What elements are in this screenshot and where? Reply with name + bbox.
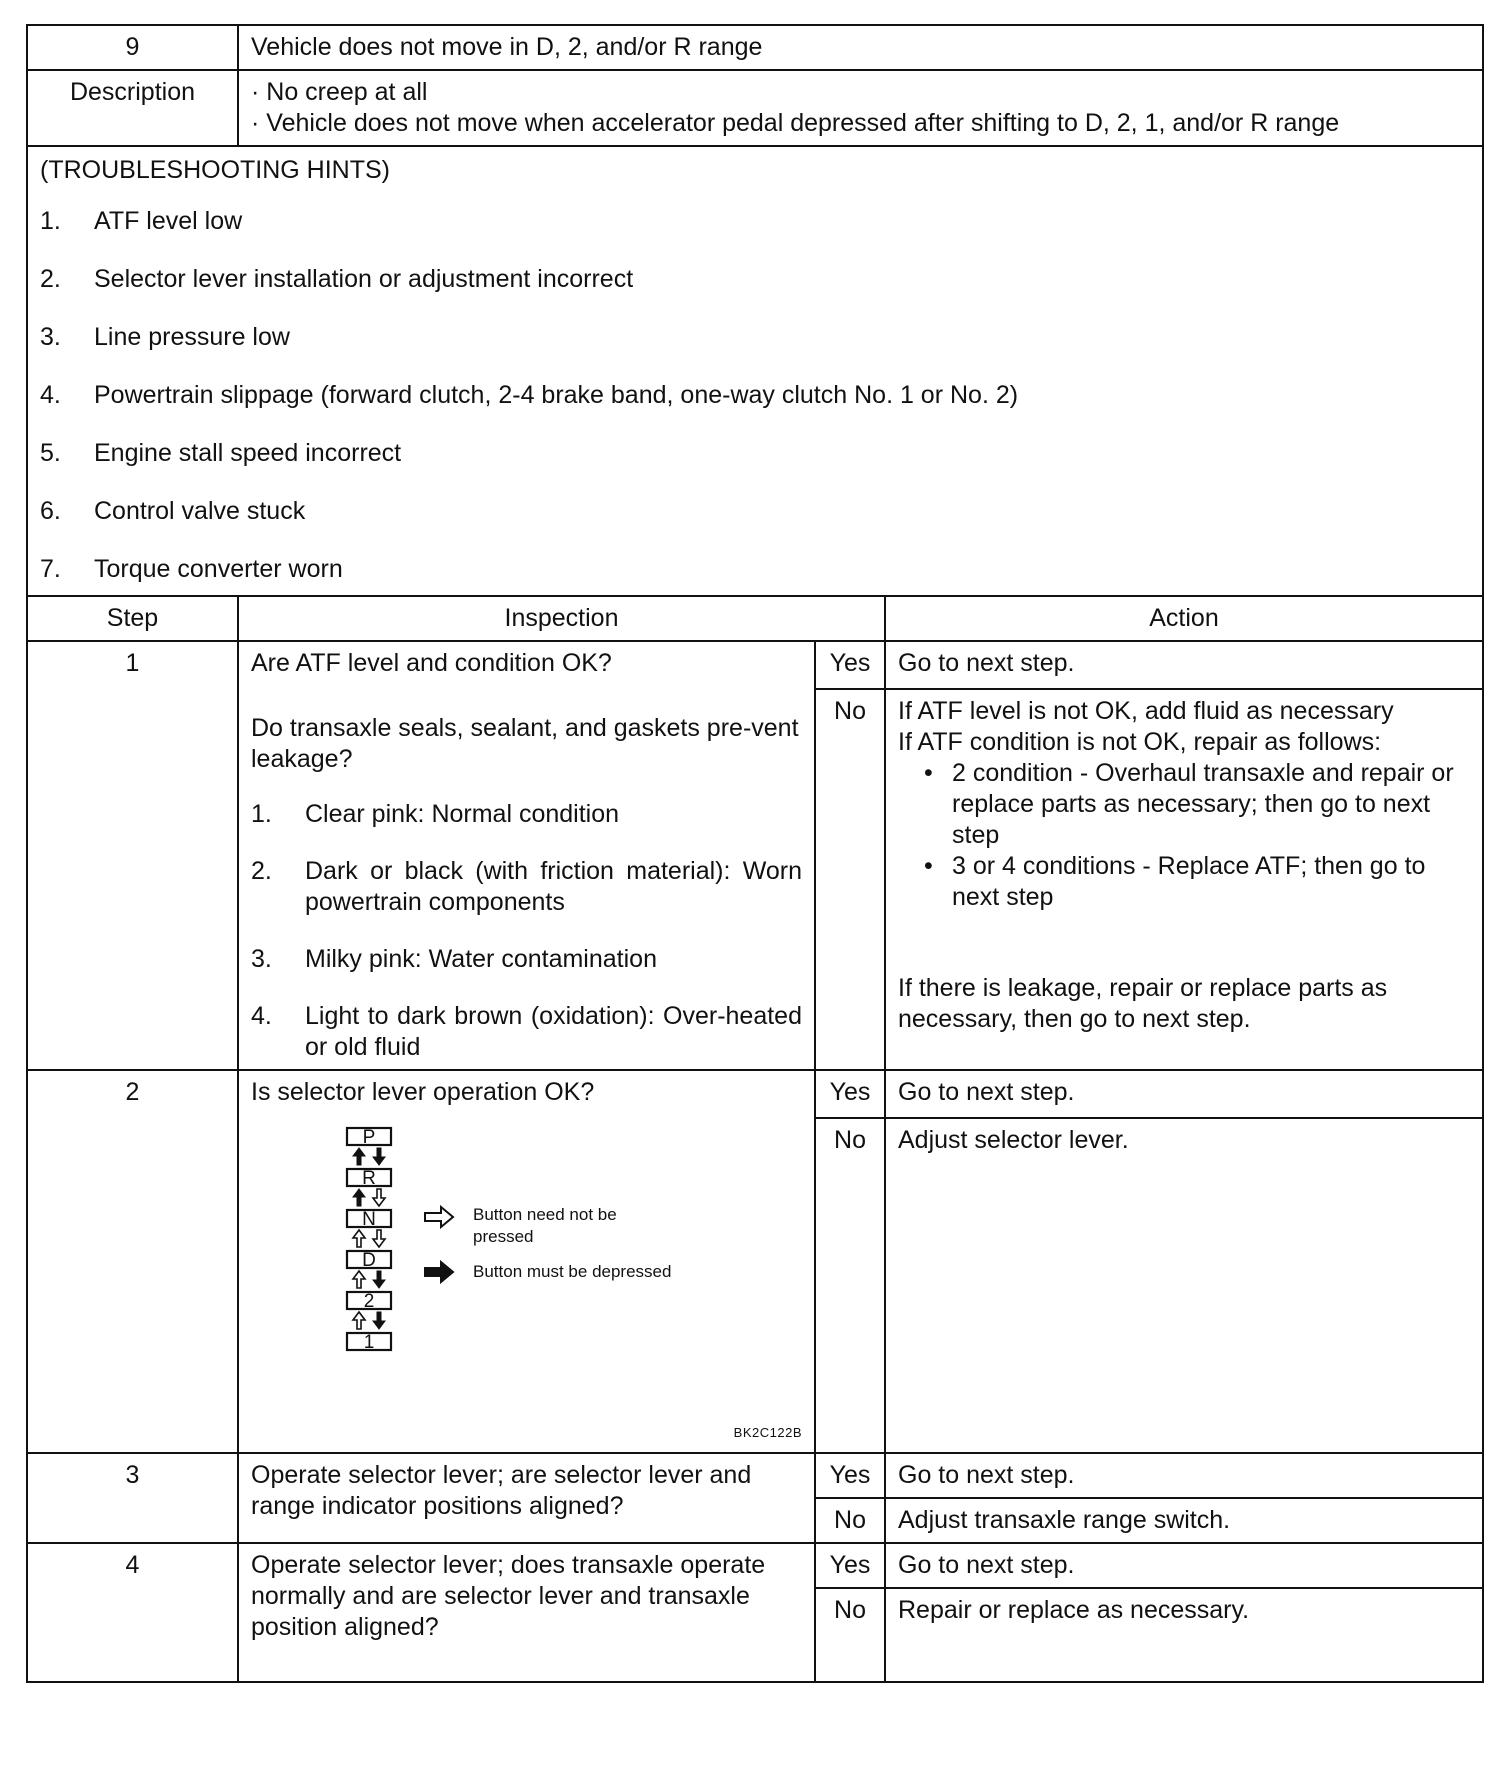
shift-arrows: [353, 1271, 385, 1288]
yes-label: Yes: [815, 1070, 885, 1118]
condition-text: Dark or black (with friction material): Worn powertrain components: [305, 857, 802, 916]
condition-number: 2.: [251, 857, 272, 885]
shift-arrows: [353, 1312, 385, 1329]
step-4-inspection: Operate selector lever; does transaxle operate normally and are selector lever and transaxle position aligned?: [238, 1543, 815, 1682]
symptom-title: Vehicle does not move in D, 2, and/or R range: [238, 25, 1483, 70]
step-3-yes-row: [27, 1453, 1483, 1498]
shift-arrows: [353, 1230, 385, 1247]
gear-position-label: 2: [363, 1291, 375, 1312]
fluid-condition-item: [251, 856, 802, 918]
hint-number: 2.: [40, 265, 61, 293]
gear-position-label: N: [362, 1209, 376, 1230]
hint-text: Engine stall speed incorrect: [94, 439, 402, 467]
description-row: [27, 70, 1483, 146]
yes-label: Yes: [815, 1453, 885, 1498]
column-header-inspection: Inspection: [238, 596, 885, 641]
column-header-action: Action: [885, 596, 1483, 641]
hint-item: [40, 322, 1470, 353]
no-label: No: [815, 1118, 885, 1453]
fluid-condition-item: [251, 944, 802, 975]
troubleshooting-hints: [27, 146, 1483, 596]
step-number: 1: [27, 641, 238, 1070]
hint-item: [40, 380, 1470, 411]
step-2-yes-row: [27, 1070, 1483, 1118]
no-label: No: [815, 1498, 885, 1543]
condition-number: 3.: [251, 945, 272, 973]
condition-text: Light to dark brown (oxidation): Over-heated or old fluid: [305, 1002, 802, 1061]
description-line: · Vehicle does not move when accelerator pedal depressed after shifting to D, 2, 1, and/or R range: [251, 109, 1340, 137]
hint-number: 5.: [40, 439, 61, 467]
step-1-yes-row: [27, 641, 1483, 689]
action-line: If ATF level is not OK, add fluid as necessary: [898, 697, 1394, 725]
gear-position-label: R: [362, 1168, 376, 1189]
description-label: Description: [27, 70, 238, 146]
step-number: 3: [27, 1453, 238, 1543]
hint-text: Torque converter worn: [94, 555, 343, 583]
condition-number: 1.: [251, 800, 272, 828]
step-3-inspection: Operate selector lever; are selector lever and range indicator positions aligned?: [238, 1453, 815, 1543]
bullet-text: 2 condition - Overhaul transaxle and repair or replace parts as necessary; then go to next step: [952, 759, 1454, 849]
selector-lever-svg: [251, 1118, 804, 1448]
selector-lever-diagram: [251, 1118, 802, 1448]
action-line: If there is leakage, repair or replace parts as necessary, then go to next step.: [898, 974, 1388, 1033]
column-header-step: Step: [27, 596, 238, 641]
hints-row: [27, 146, 1483, 596]
column-header-row: [27, 596, 1483, 641]
bullet-dot-icon: •: [924, 759, 933, 787]
no-label: No: [815, 1588, 885, 1682]
hollow-arrow-icon: [425, 1207, 453, 1227]
fluid-condition-item: [251, 799, 802, 830]
no-action: Repair or replace as necessary.: [885, 1588, 1483, 1682]
bullet-text: 3 or 4 conditions - Replace ATF; then go to next step: [952, 852, 1426, 911]
hint-text: Selector lever installation or adjustment incorrect: [94, 265, 634, 293]
step-4-yes-row: [27, 1543, 1483, 1588]
condition-text: Clear pink: Normal condition: [305, 800, 620, 828]
step-2-question: Is selector lever operation OK?: [251, 1078, 595, 1106]
shift-arrows: [353, 1189, 385, 1206]
hint-item: [40, 438, 1470, 469]
step-1-inspection: [238, 641, 815, 1070]
header-row: [27, 25, 1483, 70]
hint-item: [40, 496, 1470, 527]
hint-item: [40, 264, 1470, 295]
no-action: Adjust selector lever.: [885, 1118, 1483, 1453]
step-number: 4: [27, 1543, 238, 1682]
symptom-number: 9: [27, 25, 238, 70]
hint-text: Powertrain slippage (forward clutch, 2-4 brake band, one-way clutch No. 1 or No. 2): [94, 381, 1019, 409]
no-label: No: [815, 689, 885, 1070]
hints-title: (TROUBLESHOOTING HINTS): [40, 156, 391, 184]
yes-label: Yes: [815, 641, 885, 689]
yes-action: Go to next step.: [885, 1453, 1483, 1498]
troubleshooting-table: [26, 24, 1484, 1683]
legend-solid-text: Button must be depressed: [473, 1262, 672, 1281]
figure-code: BK2C122B: [733, 1425, 802, 1440]
hint-item: [40, 554, 1470, 585]
fluid-condition-item: [251, 1001, 802, 1063]
step-1-question-leakage: Do transaxle seals, sealant, and gaskets pre-vent leakage?: [251, 714, 799, 773]
bullet-dot-icon: •: [924, 852, 933, 880]
troubleshooting-sheet: [26, 24, 1482, 1746]
shift-arrows: [353, 1148, 385, 1165]
hint-number: 4.: [40, 381, 61, 409]
hint-number: 1.: [40, 207, 61, 235]
yes-action: Go to next step.: [885, 641, 1483, 689]
gear-position-label: D: [362, 1250, 376, 1271]
action-line: If ATF condition is not OK, repair as follows:: [898, 728, 1382, 756]
yes-action: Go to next step.: [885, 1543, 1483, 1588]
hint-number: 3.: [40, 323, 61, 351]
no-action: Adjust transaxle range switch.: [885, 1498, 1483, 1543]
hint-item: [40, 206, 1470, 237]
step-2-inspection: [238, 1070, 815, 1453]
solid-arrow-icon: [425, 1262, 453, 1282]
condition-text: Milky pink: Water contamination: [305, 945, 657, 973]
legend-hollow-text: Button need not be pressed: [473, 1205, 617, 1246]
hint-text: ATF level low: [94, 207, 243, 235]
hint-text: Control valve stuck: [94, 497, 306, 525]
yes-action: Go to next step.: [885, 1070, 1483, 1118]
description-text: [238, 70, 1483, 146]
step-1-question-atf: Are ATF level and condition OK?: [251, 649, 612, 677]
spacer: [898, 913, 1470, 973]
hint-number: 6.: [40, 497, 61, 525]
gear-position-label: 1: [363, 1332, 375, 1353]
action-bullet: [898, 758, 1470, 851]
condition-number: 4.: [251, 1002, 272, 1030]
step-number: 2: [27, 1070, 238, 1453]
hint-text: Line pressure low: [94, 323, 290, 351]
description-line: · No creep at all: [251, 78, 428, 106]
action-bullet: [898, 851, 1470, 913]
no-action: [885, 689, 1483, 1070]
yes-label: Yes: [815, 1543, 885, 1588]
hint-number: 7.: [40, 555, 61, 583]
gear-position-label: P: [362, 1127, 376, 1148]
